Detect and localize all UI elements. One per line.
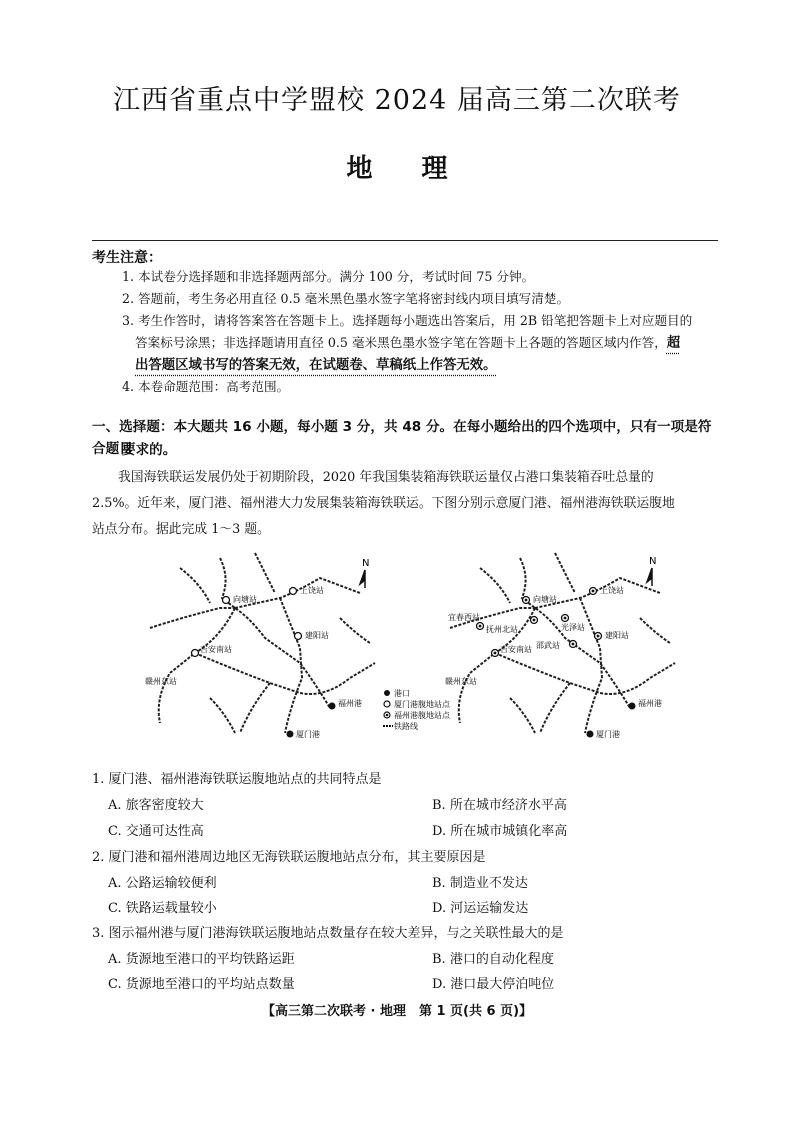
question-3-option-a: A. 货源地至港口的平均铁路运距 bbox=[108, 952, 295, 967]
station-label: 光泽站 bbox=[561, 623, 585, 632]
question-2-option-b: B. 制造业不发达 bbox=[432, 876, 528, 891]
xiamen-hinterland-map bbox=[140, 548, 390, 748]
legend-fuzhou-icon-dot bbox=[386, 714, 389, 717]
north-label: N bbox=[362, 558, 370, 569]
legend-fuzhou-label: 福州港腹地站点 bbox=[394, 711, 450, 720]
port-label: 福州港 bbox=[338, 699, 362, 708]
station-marker-dot bbox=[597, 635, 600, 638]
station-label: 吉安南站 bbox=[200, 645, 232, 654]
station-marker-dot bbox=[494, 652, 497, 655]
section-heading: 一、选择题：本大题共 16 小题，每小题 3 分，共 48 分。在每小题给出的四个选项中，只有一项是符合题目 bbox=[92, 419, 712, 457]
notice-heading: 考生注意： bbox=[92, 250, 162, 266]
question-2-option-a: A. 公路运输较便利 bbox=[108, 876, 217, 891]
station-marker-dot bbox=[525, 599, 528, 602]
subject-title: 地 理 bbox=[346, 154, 448, 184]
station-label: 宜春西站 bbox=[448, 613, 480, 622]
port-label: 福州港 bbox=[638, 699, 662, 708]
station-label: 建阳站 bbox=[605, 631, 629, 640]
page-footer: 【高三第二次联考 · 地理 第 1 页(共 6 页)】 bbox=[261, 1004, 533, 1019]
question-2-option-c: C. 铁路运载量较小 bbox=[108, 901, 217, 916]
question-3-option-d: D. 港口最大停泊吨位 bbox=[432, 977, 555, 992]
question-2-stem: 2. 厦门港和福州港周边地区无海铁联运腹地站点分布，其主要原因是 bbox=[92, 850, 486, 865]
station-marker-dot bbox=[533, 619, 536, 622]
port-marker bbox=[629, 703, 636, 710]
north-label: N bbox=[649, 556, 657, 567]
legend-xiamen-label: 厦门港腹地站点 bbox=[394, 700, 450, 709]
station-label: 向塘站 bbox=[233, 595, 257, 604]
station-label: 赣州东站 bbox=[145, 677, 177, 686]
station-marker bbox=[295, 633, 302, 640]
notice-item-2: 2. 答题前，考生务必用直径 0.5 毫米黑色墨水签字笔将密封线内项目填写清楚。 bbox=[122, 291, 570, 306]
question-3-option-b: B. 港口的自动化程度 bbox=[432, 952, 554, 967]
station-label: 上饶站 bbox=[300, 586, 324, 595]
station-marker bbox=[192, 650, 199, 657]
legend-xiamen-icon bbox=[384, 701, 390, 707]
question-2-option-d: D. 河运运输发达 bbox=[432, 901, 529, 916]
notice-item-3-line-2 bbox=[135, 332, 735, 355]
port-label: 厦门港 bbox=[596, 730, 620, 739]
north-arrow-icon bbox=[647, 568, 652, 586]
station-label: 建阳站 bbox=[305, 631, 329, 640]
station-marker-dot bbox=[479, 625, 482, 628]
question-3-option-c: C. 货源地至港口的平均站点数量 bbox=[108, 977, 295, 992]
legend-port-label: 港口 bbox=[394, 689, 410, 698]
station-marker bbox=[290, 588, 297, 595]
port-marker bbox=[329, 703, 336, 710]
station-marker-dot bbox=[564, 617, 567, 620]
station-label: 吉安南站 bbox=[500, 645, 532, 654]
station-marker-dot bbox=[592, 590, 595, 593]
port-marker bbox=[587, 731, 594, 738]
notice-item-3-line-3 bbox=[135, 354, 735, 377]
question-1-option-d: D. 所在城市城镇化率高 bbox=[432, 824, 568, 839]
station-label: 向塘站 bbox=[533, 595, 557, 604]
question-1-option-c: C. 交通可达性高 bbox=[108, 824, 204, 839]
passage-line-2: 2.5%。近年来，厦门港、福州港大力发展集装箱海铁联运。下图分别示意厦门港、福州港海铁联运腹地 bbox=[92, 496, 675, 511]
north-arrow-icon bbox=[360, 570, 365, 588]
port-label: 厦门港 bbox=[296, 730, 320, 739]
notice-item-1: 1. 本试卷分选择题和非选择题两部分。满分 100 分，考试时间 75 分钟。 bbox=[122, 269, 535, 284]
legend-port-icon bbox=[384, 690, 390, 696]
station-label: 赣州东站 bbox=[445, 677, 477, 686]
port-marker bbox=[287, 731, 294, 738]
fuzhou-hinterland-map bbox=[440, 548, 690, 748]
question-1-stem: 1. 厦门港、福州港海铁联运腹地站点的共同特点是 bbox=[92, 772, 382, 787]
notice-item-3-text: 答案标号涂黑；非选择题请用直径 0.5 毫米黑色墨水签字笔在答题卡上各题的答题区域内作答， bbox=[135, 335, 667, 350]
station-label: 邵武站 bbox=[536, 641, 560, 650]
passage-line-3: 站点分布。据此完成 1～3 题。 bbox=[92, 522, 270, 537]
notice-item-3-line-1: 3. 考生作答时，请将答案答在答题卡上。选择题每小题选出答案后，用 2B 铅笔把答题卡上对应题目的 bbox=[122, 313, 693, 328]
notice-emphasis-2: 出答题区域书写的答案无效，在试题卷、草稿纸上作答无效。 bbox=[135, 358, 497, 373]
header-divider bbox=[92, 240, 718, 241]
station-label: 抚州北站 bbox=[486, 625, 518, 634]
notice-item-4: 4. 本卷命题范围：高考范围。 bbox=[122, 379, 290, 394]
notice-emphasis-1: 超 bbox=[666, 336, 681, 351]
legend-railway-label: 铁路线 bbox=[394, 722, 418, 731]
question-1-option-b: B. 所在城市经济水平高 bbox=[432, 798, 567, 813]
exam-title: 江西省重点中学盟校 2024 届高三第二次联考 bbox=[113, 85, 681, 116]
section-heading-line-2: 要求的。 bbox=[122, 442, 177, 458]
question-1-option-a: A. 旅客密度较大 bbox=[108, 798, 204, 813]
passage-line-1: 我国海铁联运发展仍处于初期阶段，2020 年我国集装箱海铁联运量仅占港口集装箱吞吐总量的 bbox=[118, 470, 654, 485]
question-3-stem: 3. 图示福州港与厦门港海铁联运腹地站点数量存在较大差异，与之关联性最大的是 bbox=[92, 926, 564, 941]
station-marker bbox=[223, 597, 230, 604]
station-marker-dot bbox=[572, 643, 575, 646]
station-label: 上饶站 bbox=[600, 586, 624, 595]
